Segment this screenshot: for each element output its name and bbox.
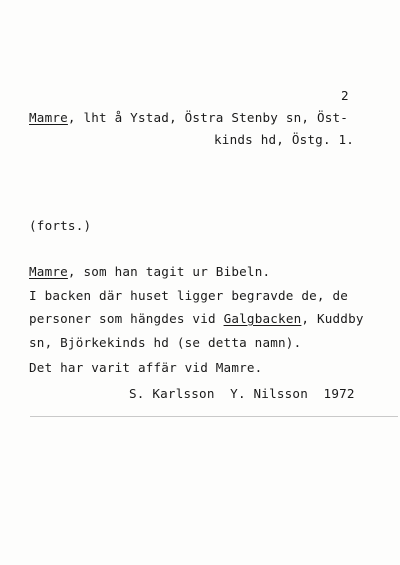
body-line-3 [29, 311, 364, 327]
header-line-1 [29, 110, 348, 126]
body-line-3-place: Galgbacken [223, 311, 302, 326]
body-line-3-end: , Kuddby [301, 311, 364, 326]
header-line-1-rest: , lht å Ystad, Östra Stenby sn, Öst- [67, 110, 349, 125]
header-place-name: Mamre [29, 110, 68, 125]
signature-line: S. Karlsson Y. Nilsson 1972 [129, 386, 355, 401]
bottom-rule [30, 416, 398, 417]
body-line-1 [29, 264, 270, 280]
body-line-2: I backen där huset ligger begravde de, de [29, 288, 349, 303]
body-line-4: sn, Björkekinds hd (se detta namn). [29, 335, 302, 350]
header-line-2: kinds hd, Östg. 1. [214, 132, 355, 147]
body-line-1-rest: , som han tagit ur Bibeln. [67, 264, 271, 279]
body-line-3-start: personer som hängdes vid [29, 311, 224, 326]
body-place-name: Mamre [29, 264, 68, 279]
page-number: 2 [341, 88, 349, 103]
body-line-5: Det har varit affär vid Mamre. [29, 360, 263, 375]
continued-label: (forts.) [29, 218, 92, 233]
